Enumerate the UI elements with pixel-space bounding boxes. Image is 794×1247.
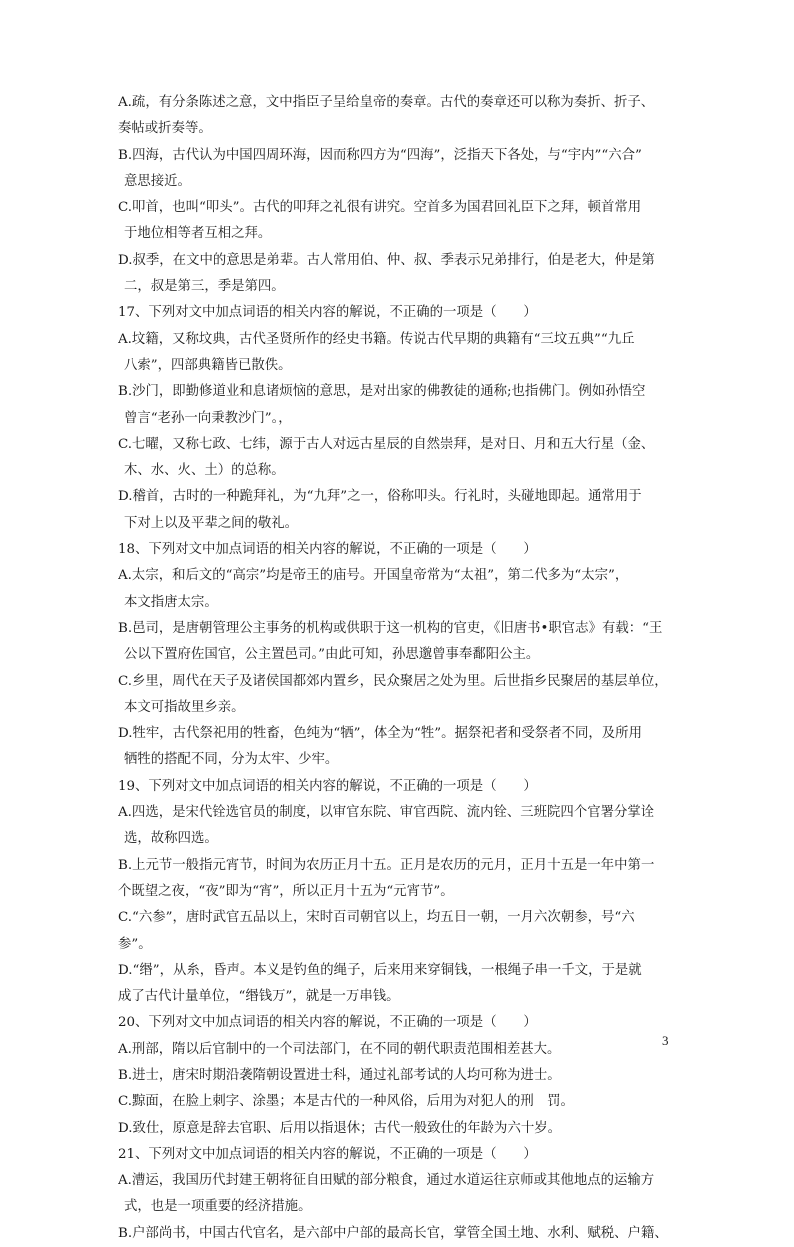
text-line: D.“缗”，从糸，昏声。本义是钓鱼的绳子，后来用来穿铜钱，一根绳子串一千文，于是就 — [118, 962, 642, 978]
text-line: 20、下列对文中加点词语的相关内容的解说，不正确的一项是（ ） — [118, 1015, 537, 1031]
text-line: 个既望之夜，“夜”即为“宵”，所以正月十五为“元宵节”。 — [118, 883, 454, 899]
text-line: A.漕运，我国历代封建王朝将征自田赋的部分粮食，通过水道运往京师或其他地点的运输方 — [118, 1173, 655, 1189]
page-number: 3 — [662, 1033, 669, 1048]
text-line: C.叩首，也叫“叩头”。古代的叩拜之礼很有讲究。空首多为国君回礼臣下之拜，顿首常用 — [118, 200, 642, 216]
text-line: B.户部尚书，中国古代官名，是六部中户部的最高长官，掌管全国土地、水利、赋税、户籍、 — [118, 1225, 668, 1241]
text-line: 参”。 — [118, 936, 152, 952]
text-line: 下对上以及平辈之间的敬礼。 — [124, 515, 299, 531]
text-line: B.沙门，即勤修道业和息诸烦恼的意思，是对出家的佛教徒的通称;也指佛门。例如孙悟空 — [118, 384, 646, 400]
text-line: 成了古代计量单位，“缗钱万”，就是一万串钱。 — [118, 989, 400, 1005]
text-line: A.四选，是宋代铨选官员的制度，以审官东院、审官西院、流内铨、三班院四个官署分掌诠 — [118, 805, 655, 821]
text-line: 式，也是一项重要的经济措施。 — [124, 1199, 312, 1215]
text-line: A.疏，有分条陈述之意，文中指臣子呈给皇帝的奏章。古代的奏章还可以称为奏折、折子、 — [118, 95, 655, 110]
text-line: 本文指唐太宗。 — [124, 594, 218, 610]
text-line: C.“六参”，唐时武官五品以上，宋时百司朝官以上，均五日一朝，一月六次朝参，号“六 — [118, 910, 635, 926]
text-line: 奏帖或折奏等。 — [118, 121, 212, 137]
document-body — [118, 90, 678, 1247]
text-line: B.邑司，是唐朝管理公主事务的机构或供职于这一机构的官吏，《旧唐书•职官志》有载：“王 — [118, 620, 663, 636]
text-line: C.七曜，又称七政、七纬，源于古人对远古星辰的自然崇拜，是对日、月和五大行星（金、 — [118, 436, 655, 452]
text-line: 21、下列对文中加点词语的相关内容的解说，不正确的一项是（ ） — [118, 1146, 537, 1162]
text-line: B.上元节一般指元宵节，时间为农历正月十五。正月是农历的元月，正月十五是一年中第一 — [118, 857, 655, 873]
text-line: D.稽首，古时的一种跪拜礼，为“九拜”之一，俗称叩头。行礼时，头碰地即起。通常用于 — [118, 489, 642, 505]
text-line: 19、下列对文中加点词语的相关内容的解说，不正确的一项是（ ） — [118, 778, 537, 794]
text-line: 二，叔是第三，季是第四。 — [124, 279, 285, 295]
text-line: 选，故称四选。 — [124, 831, 218, 847]
text-line: D.叔季，在文中的意思是弟辈。古人常用伯、仲、叔、季表示兄弟排行，伯是老大，仲是第 — [118, 252, 655, 268]
text-line: 于地位相等者互相之拜。 — [124, 226, 272, 242]
text-line: B.四海，古代认为中国四周环海，因而称四方为“四海”，泛指天下各处，与“宇内”“六合” — [118, 147, 642, 163]
text-line: 公以下置府佐国官，公主置邑司。”由此可知，孙思邈曾事奉鄱阳公主。 — [124, 647, 540, 663]
text-line: 18、下列对文中加点词语的相关内容的解说，不正确的一项是（ ） — [118, 542, 537, 558]
text-line: 17、下列对文中加点词语的相关内容的解说，不正确的一项是（ ） — [118, 305, 537, 321]
text-line: A.刑部，隋以后官制中的一个司法部门，在不同的朝代职责范围相差甚大。 — [118, 1041, 561, 1057]
text-line: 八索”，四部典籍皆已散佚。 — [124, 357, 292, 373]
text-line: 意思接近。 — [124, 173, 191, 189]
text-line: 牺牲的搭配不同，分为太牢、少牢。 — [124, 752, 339, 768]
text-line: 本文可指故里乡亲。 — [124, 699, 245, 715]
text-line: 曾言“老孙一向秉教沙门”。， — [124, 410, 292, 426]
text-line: A.太宗，和后文的“高宗”均是帝王的庙号。开国皇帝常为“太祖”，第二代多为“太宗”， — [118, 568, 629, 584]
text-line: C.黥面，在脸上刺字、涂墨；本是古代的一种风俗，后用为对犯人的刑 罚。 — [118, 1094, 574, 1110]
text-line: C.乡里，周代在天子及诸侯国都郊内置乡，民众聚居之处为里。后世指乡民聚居的基层单位， — [118, 673, 668, 689]
text-line: 木、水、火、土）的总称。 — [124, 463, 285, 479]
text-line: B.进士，唐宋时期沿袭隋朝设置进士科，通过礼部考试的人均可称为进士。 — [118, 1067, 561, 1083]
text-line: A.坟籍，又称坟典，古代圣贤所作的经史书籍。传说古代早期的典籍有“三坟五典”“九丘 — [118, 331, 635, 347]
text-line: D.牲牢，古代祭祀用的牲畜，色纯为“牺”，体全为“牲”。据祭祀者和受祭者不同，及所用 — [118, 726, 642, 742]
text-line: D.致仕，原意是辞去官职、后用以指退休；古代一般致仕的年龄为六十岁。 — [118, 1120, 562, 1136]
